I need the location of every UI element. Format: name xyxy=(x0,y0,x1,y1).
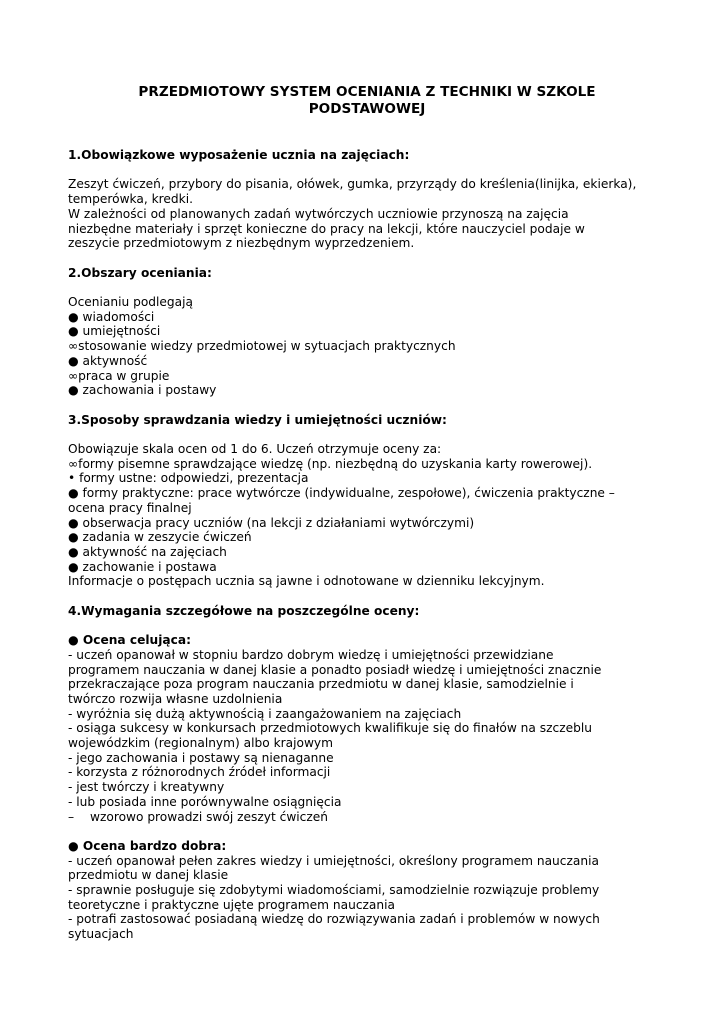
grade-bardzo-dobra xyxy=(68,839,658,942)
section-3-bullet: ● zachowanie i postawa xyxy=(68,559,217,574)
dash-mark: – xyxy=(68,809,75,824)
section-3-heading: 3.Sposoby sprawdzania wiedzy i umiejętności uczniów: xyxy=(68,412,447,427)
grade-celujaca xyxy=(68,633,658,824)
grade-bardzo-dobra-line: sytuacjach xyxy=(68,927,134,942)
grade-celujaca-line: twórczo rozwija własne uzdolnienia xyxy=(68,691,283,706)
section-2-line: Ocenianiu podlegają xyxy=(68,294,193,309)
section-2-bullet: ∞praca w grupie xyxy=(68,368,170,383)
section-2-bullet: ● aktywność xyxy=(68,353,148,368)
section-1-line: zeszycie przedmiotowym z niezbędnym wyprzedzeniem. xyxy=(68,236,415,251)
section-3-bullet: • formy ustne: odpowiedzi, prezentacja xyxy=(68,471,309,486)
section-3-line: ocena pracy finalnej xyxy=(68,500,192,515)
section-1-heading: 1.Obowiązkowe wyposażenie ucznia na zajęciach: xyxy=(68,148,410,162)
grade-celujaca-line: przekraczające poza program nauczania przedmiotu w danej klasie, samodzielnie i xyxy=(68,677,574,692)
section-3-line: Obowiązuje skala ocen od 1 do 6. Uczeń otrzymuje oceny za: xyxy=(68,441,442,456)
section-1 xyxy=(68,148,658,251)
section-2-bullet: ∞stosowanie wiedzy przedmiotowej w sytuacjach praktycznych xyxy=(68,339,456,354)
document-title xyxy=(68,84,658,118)
section-3 xyxy=(68,413,658,589)
grade-bardzo-dobra-line: - potrafi zastosować posiadaną wiedzę do rozwiązywania zadań i problemów w nowych xyxy=(68,912,600,927)
grade-celujaca-line: - lub posiada inne porównywalne osiągnięcia xyxy=(68,794,342,809)
section-2 xyxy=(68,266,658,398)
grade-celujaca-last-text: wzorowo prowadzi swój zeszyt ćwiczeń xyxy=(90,809,329,824)
section-1-line: W zależności od planowanych zadań wytwórczych uczniowie przynoszą na zajęcia xyxy=(68,206,569,221)
section-4-heading: 4.Wymagania szczegółowe na poszczególne oceny: xyxy=(68,603,420,618)
grade-celujaca-line: - jego zachowania i postawy są nienaganne xyxy=(68,750,334,765)
grade-celujaca-line: - wyróżnia się dużą aktywnością i zaangażowaniem na zajęciach xyxy=(68,706,462,721)
section-3-bullet: ● zadania w zeszycie ćwiczeń xyxy=(68,530,252,545)
grade-celujaca-line: programem nauczania w danej klasie a ponadto posiadł wiedzę i umiejętności znacznie xyxy=(68,662,602,677)
section-2-heading: 2.Obszary oceniania: xyxy=(68,265,212,280)
section-1-line: Zeszyt ćwiczeń, przybory do pisania, ołówek, gumka, przyrządy do kreślenia(linijka, ekierka), xyxy=(68,177,637,192)
grade-bardzo-dobra-line: teoretyczne i praktyczne ujęte programem nauczania xyxy=(68,897,395,912)
title-line-2: PODSTAWOWEJ xyxy=(308,101,426,117)
grade-bardzo-dobra-line: przedmiotu w danej klasie xyxy=(68,868,229,883)
grade-celujaca-line: - korzysta z różnorodnych źródeł informacji xyxy=(68,765,331,780)
section-4 xyxy=(68,604,658,942)
section-2-bullet: ● wiadomości xyxy=(68,309,155,324)
section-3-line: Informacje o postępach ucznia są jawne i odnotowane w dzienniku lekcyjnym. xyxy=(68,574,545,589)
grade-celujaca-line: - jest twórczy i kreatywny xyxy=(68,780,225,795)
grade-celujaca-line: - uczeń opanował w stopniu bardzo dobrym wiedzę i umiejętności przewidziane xyxy=(68,647,554,662)
title-line-1: PRZEDMIOTOWY SYSTEM OCENIANIA Z TECHNIKI W SZKOLE xyxy=(138,84,596,100)
grade-bardzo-dobra-line: - sprawnie posługuje się zdobytymi wiadomościami, samodzielnie rozwiązuje problemy xyxy=(68,883,600,898)
grade-bardzo-dobra-line: - uczeń opanował pełen zakres wiedzy i umiejętności, określony programem nauczania xyxy=(68,853,599,868)
section-1-line: temperówka, kredki. xyxy=(68,192,193,207)
section-3-bullet: ● aktywność na zajęciach xyxy=(68,544,227,559)
section-3-bullet: ● obserwacja pracy uczniów (na lekcji z działaniami wytwórczymi) xyxy=(68,515,475,530)
grade-celujaca-line: wojewódzkim (regionalnym) albo krajowym xyxy=(68,736,334,751)
section-1-line: niezbędne materiały i sprzęt konieczne do pracy na lekcji, które nauczyciel podaje w xyxy=(68,221,585,236)
section-3-bullet: ∞formy pisemne sprawdzające wiedzę (np. niezbędną do uzyskania karty rowerowej). xyxy=(68,456,593,471)
grade-bardzo-dobra-heading: ● Ocena bardzo dobra: xyxy=(68,838,227,853)
document-page xyxy=(68,84,658,942)
section-2-bullet: ● umiejętności xyxy=(68,324,161,339)
grade-celujaca-last-line xyxy=(68,810,658,825)
grade-celujaca-heading: ● Ocena celująca: xyxy=(68,633,191,648)
section-3-bullet: ● formy praktyczne: prace wytwórcze (indywidualne, zespołowe), ćwiczenia praktyczne – xyxy=(68,486,615,501)
grade-celujaca-line: - osiąga sukcesy w konkursach przedmiotowych kwalifikuje się do finałów na szczeblu xyxy=(68,721,592,736)
section-2-bullet: ● zachowania i postawy xyxy=(68,383,217,398)
